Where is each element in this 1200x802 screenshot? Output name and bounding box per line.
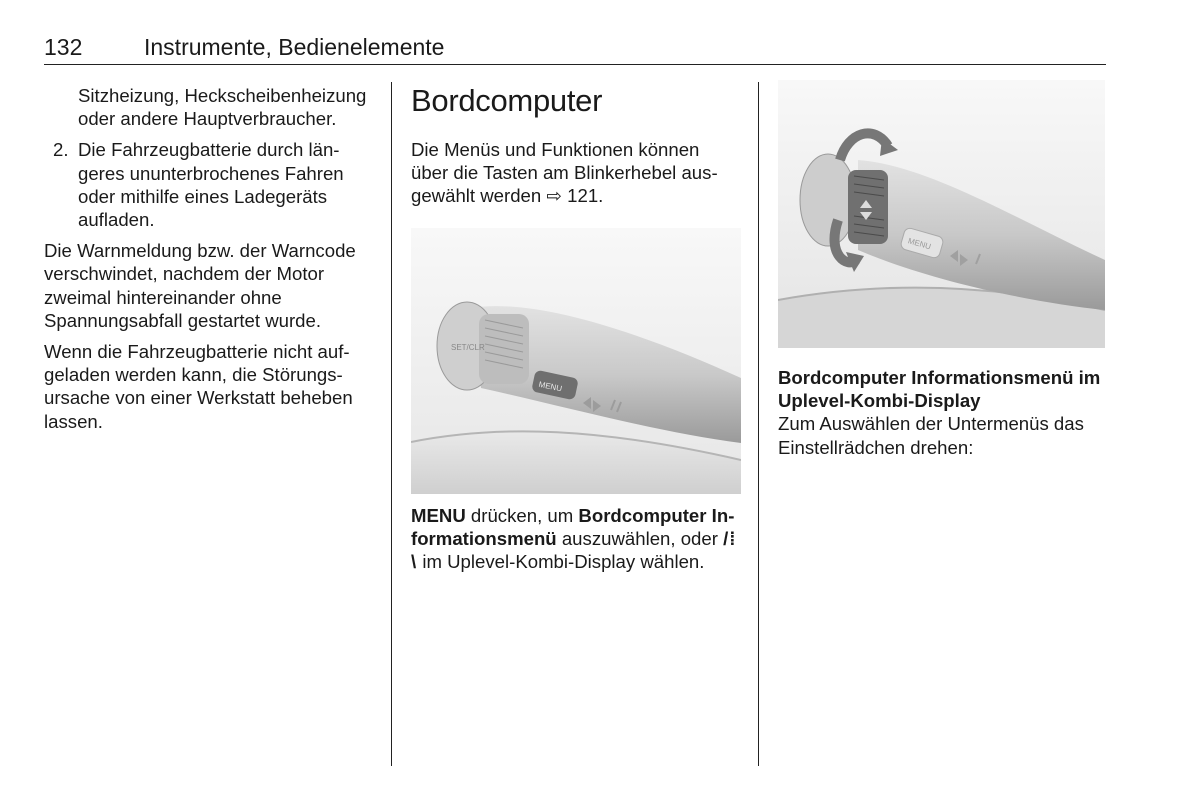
bordcomputer-menu-name: Bordcomputer Informationsmenü (411, 504, 735, 549)
menu-label: MENU (906, 236, 933, 252)
menu-label: MENU (537, 379, 563, 394)
page-header (44, 34, 1106, 65)
paragraph: Zum Auswählen der Untermenüs das Einstellrädchen drehen: (778, 413, 1084, 458)
column-left (44, 84, 376, 441)
lever-illustration (411, 228, 741, 494)
column-right (778, 80, 1108, 467)
subheading: Bordcomputer Informationsmenü im Uplevel-Kombi-Display (778, 367, 1101, 412)
set-label: SET/CLR (451, 342, 485, 352)
section-title: Bordcomputer (411, 83, 603, 118)
list-item-text: Die Fahrzeugbatterie durch längeres ununterbrochenes Fahren oder mithilfe eines Ladegeräts aufladen. (78, 139, 344, 231)
list-number: 2. (53, 139, 69, 161)
column-divider (758, 82, 759, 766)
up-down-symbol: /⁞\ (411, 527, 737, 573)
thumbwheel-illustration (778, 80, 1105, 348)
menu-instruction: MENU drücken, um Bordcomputer Informationsmenü auszuwählen, oder /⁞\ im Uplevel-Kombi-Display wählen. (411, 504, 737, 573)
menu-word: MENU (411, 504, 466, 526)
column-divider (391, 82, 392, 766)
list-item-continuation: Sitzheizung, Heckscheibenheizung oder andere Hauptverbraucher. (78, 85, 367, 130)
paragraph: Die Warnmeldung bzw. der Warncode verschwindet, nachdem der Motor zweimal hintereinander ohne Spannungsabfall gestartet wurde. (44, 240, 356, 331)
list-item (44, 138, 376, 231)
page-number: 132 (44, 34, 83, 60)
paragraph: Die Menüs und Funktionen können über die Tasten am Blinkerhebel ausgewählt werden ⇨ 121. (411, 139, 718, 207)
column-middle (411, 84, 741, 581)
chapter-title: Instrumente, Bedienelemente (144, 34, 445, 60)
paragraph: Wenn die Fahrzeugbatterie nicht aufgeladen werden kann, die Störungsursache von einer Werkstatt beheben lassen. (44, 341, 353, 432)
